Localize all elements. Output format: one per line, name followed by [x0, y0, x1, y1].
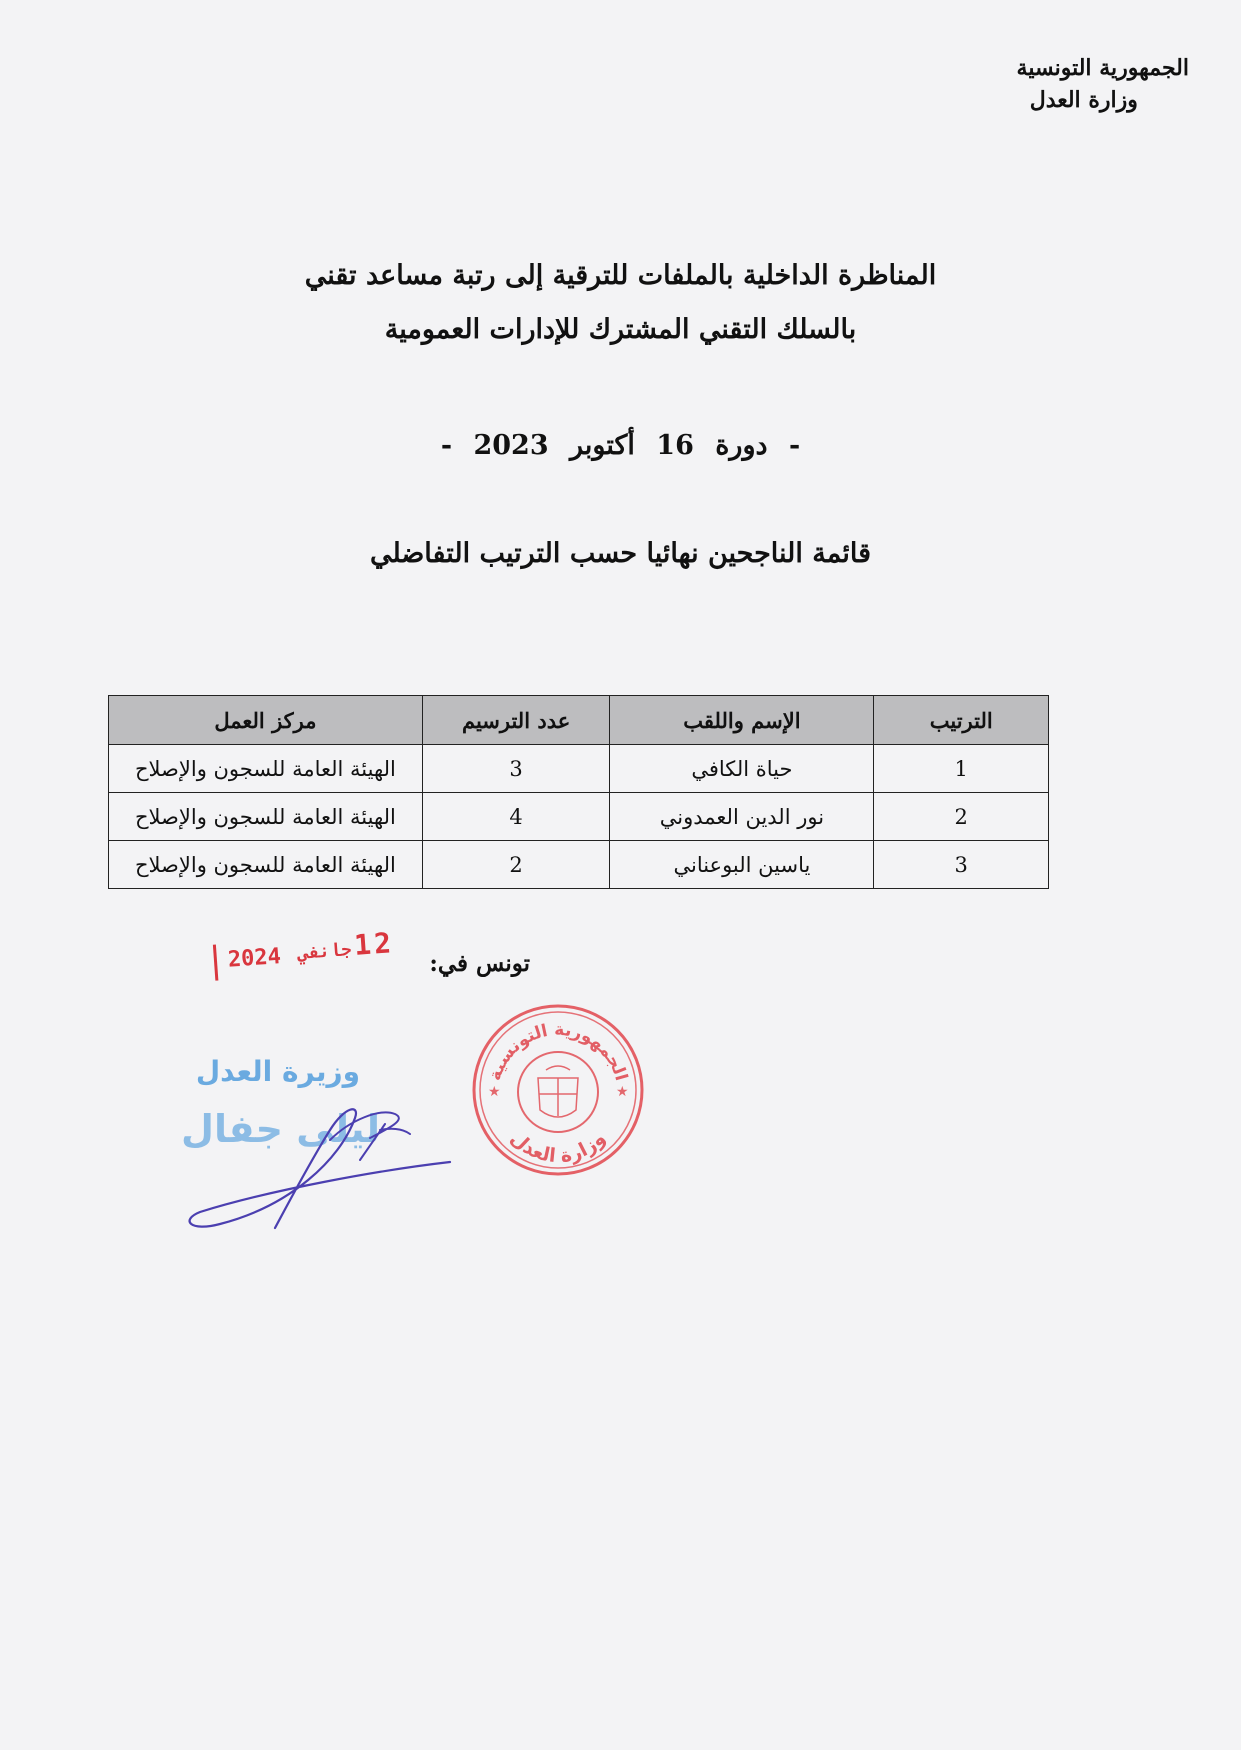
cell-workplace: الهيئة العامة للسجون والإصلاح [109, 841, 423, 889]
list-title: قائمة الناجحين نهائيا حسب الترتيب التفاضلي [369, 538, 872, 569]
cell-tenure-number: 2 [422, 841, 609, 889]
cell-name: نور الدين العمدوني [610, 793, 874, 841]
session-dash-right: - [440, 430, 453, 461]
document-title-line-2: بالسلك التقني المشترك للإدارات العمومية [384, 314, 857, 345]
ministry-name: وزارة العدل [1029, 87, 1138, 113]
document-title-line-1: المناظرة الداخلية بالملفات للترقية إلى رتبة مساعد تقني [304, 260, 937, 291]
table-row [109, 745, 1049, 793]
table-row [109, 793, 1049, 841]
cell-rank: 3 [874, 841, 1049, 889]
official-seal [468, 1000, 648, 1180]
minister-stamp-title: وزيرة العدل [195, 1055, 360, 1088]
cell-name: ياسين البوعناني [610, 841, 874, 889]
table-header-row [109, 696, 1049, 745]
header-tenure-number: عدد الترسيم [422, 696, 609, 745]
session-label: دورة [715, 430, 768, 461]
place-label: تونس في: [429, 950, 530, 977]
date-stamp-year: 2024 [227, 944, 282, 973]
seal-star-icon: ★ [616, 1084, 629, 1100]
session-month: أكتوبر [570, 430, 635, 461]
cell-tenure-number: 3 [422, 745, 609, 793]
header-name: الإسم واللقب [610, 696, 874, 745]
session-line [0, 430, 1241, 461]
minister-stamp-name: ليلى جفال [181, 1107, 380, 1151]
date-stamp [208, 923, 411, 992]
table-row [109, 841, 1049, 889]
header-rank: الترتيب [874, 696, 1049, 745]
handwritten-signature [180, 1100, 460, 1240]
session-dash-left: - [788, 430, 801, 461]
session-day: 16 [656, 430, 694, 461]
seal-emblem-icon [538, 1066, 578, 1117]
cell-tenure-number: 4 [422, 793, 609, 841]
seal-top-text: الجمهورية التونسية [485, 1019, 631, 1084]
date-stamp-day: 12 [353, 926, 396, 962]
cell-workplace: الهيئة العامة للسجون والإصلاح [109, 745, 423, 793]
letterhead [1017, 52, 1189, 116]
session-year: 2023 [473, 430, 549, 461]
date-stamp-month: جانفي [296, 939, 353, 964]
seal-star-icon: ★ [488, 1084, 501, 1100]
cell-workplace: الهيئة العامة للسجون والإصلاح [109, 793, 423, 841]
header-workplace: مركز العمل [109, 696, 423, 745]
results-table [108, 695, 1049, 889]
cell-rank: 1 [874, 745, 1049, 793]
cell-rank: 2 [874, 793, 1049, 841]
seal-bottom-text: وزارة العدل [506, 1127, 610, 1168]
date-stamp-bar [213, 945, 219, 981]
cell-name: حياة الكافي [610, 745, 874, 793]
republic-name: الجمهورية التونسية [1016, 55, 1189, 81]
